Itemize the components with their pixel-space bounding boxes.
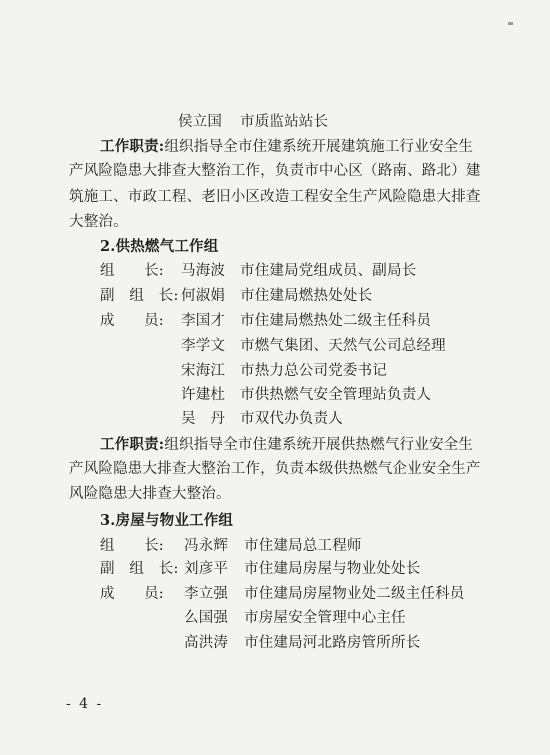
person-name: 马海波 [181, 263, 226, 279]
person-title: 市住建局河北路房管所所长 [244, 635, 421, 651]
duty-2-line-1: 工作职责:组织指导全市住建系统开展供热燃气行业安全生 [100, 436, 474, 453]
top-entry-name: 侯立国 [178, 114, 223, 130]
person-title: 市住建局房屋与物业处处长 [244, 561, 421, 577]
duty-label: 工作职责: [100, 436, 165, 453]
person-title: 市供热燃气安全管理站负责人 [240, 387, 432, 403]
section-2-heading: 2.供热燃气工作组 [100, 238, 219, 255]
person-title: 市住建局房屋物业处二级主任科员 [244, 586, 465, 602]
duty-2-line-2: 产风险隐患大排查大整治工作，负责本级供热燃气企业安全生产 [69, 461, 481, 477]
person-name: 李立强 [184, 586, 229, 602]
person-title: 市住建局党组成员、副局长 [240, 263, 417, 279]
role-label: 副 组 长: [100, 288, 179, 304]
person-name: 宋海江 [181, 363, 226, 379]
duty-1-line-2: 产风险隐患大排查大整治工作，负责市中心区（路南、路北）建 [69, 163, 481, 179]
person-title: 市房屋安全管理中心主任 [244, 610, 406, 626]
person-title: 市双代办负责人 [240, 411, 343, 427]
section-3-heading: 3.房屋与物业工作组 [100, 512, 234, 529]
duty-1-line-3: 筑施工、市政工程、老旧小区改造工程安全生产风险隐患大排查 [69, 189, 481, 205]
person-name: 么国强 [184, 610, 229, 626]
person-name: 李国才 [181, 313, 226, 329]
person-name: 高洪涛 [184, 635, 229, 651]
duty-1-line-1: 工作职责:组织指导全市住建系统开展建筑施工行业安全生 [100, 138, 474, 155]
role-label: 成 员: [100, 586, 164, 602]
duty-1-line-4: 大整治。 [69, 214, 128, 230]
duty-label: 工作职责: [100, 138, 165, 155]
person-title: 市住建局燃热处处长 [240, 288, 373, 304]
role-label: 成 员: [100, 313, 164, 329]
person-name: 刘彦平 [184, 561, 229, 577]
role-label: 组 长: [100, 263, 164, 279]
person-name: 许建杜 [181, 387, 226, 403]
person-title: 市住建局总工程师 [244, 538, 362, 554]
page-number: - 4 - [66, 696, 104, 712]
role-label: 副 组 长: [100, 561, 179, 577]
role-label: 组 长: [100, 538, 164, 554]
person-title: 市燃气集团、天然气公司总经理 [240, 338, 446, 354]
person-name: 何淑娟 [181, 288, 226, 304]
top-entry-title: 市质监站站长 [240, 114, 329, 130]
person-name: 冯永辉 [184, 538, 229, 554]
scan-mark [508, 22, 513, 25]
person-title: 市热力总公司党委书记 [240, 363, 387, 379]
person-title: 市住建局燃热处二级主任科员 [240, 313, 432, 329]
person-name: 吴 丹 [181, 411, 226, 427]
person-name: 李学文 [181, 338, 226, 354]
duty-2-line-3: 风险隐患大排查大整治。 [69, 486, 231, 502]
